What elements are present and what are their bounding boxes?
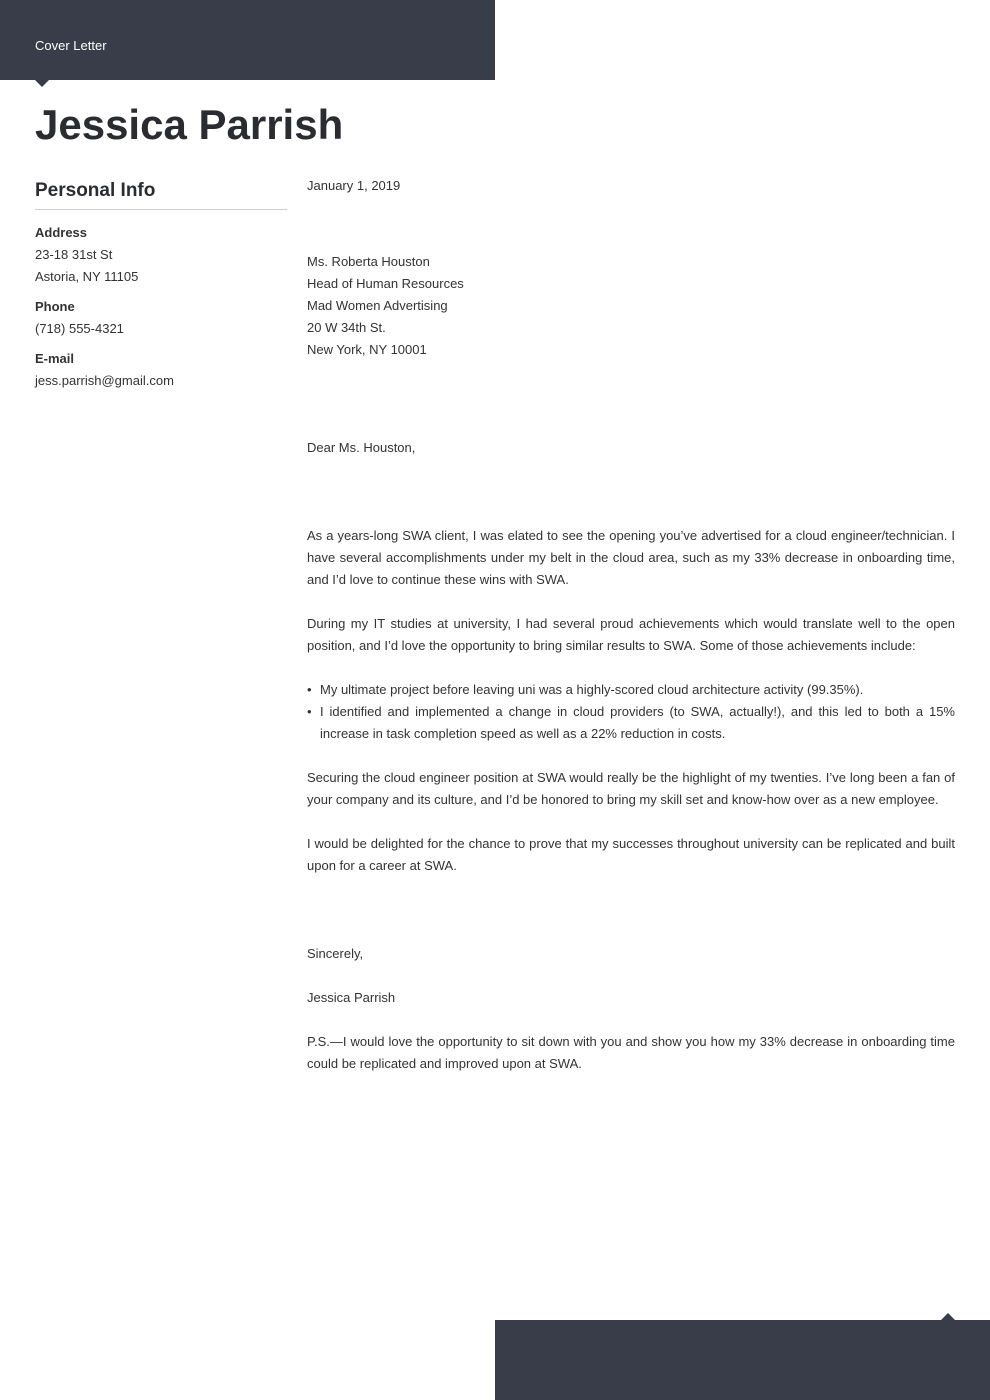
document-type-label: Cover Letter bbox=[35, 38, 107, 53]
paragraph-intro: As a years-long SWA client, I was elated to see the opening you’ve advertised for a cloud engineer/technician. I have several accomplishments under my belt in the cloud area, such as my 33% decrease in onboarding time, and I’d love to continue these wins with SWA. bbox=[307, 528, 955, 587]
recipient-city: New York, NY 10001 bbox=[307, 342, 427, 357]
achievement-list bbox=[307, 679, 955, 745]
postscript: P.S.—I would love the opportunity to sit down with you and show you how my 33% decrease in onboarding time could be replicated and improved upon at SWA. bbox=[307, 1034, 955, 1071]
recipient-street: 20 W 34th St. bbox=[307, 320, 386, 335]
salutation: Dear Ms. Houston, bbox=[307, 440, 416, 455]
recipient-company: Mad Women Advertising bbox=[307, 298, 448, 313]
paragraph-achievements: During my IT studies at university, I had several proud achievements which would translate well to the open position, and I’d love the opportunity to bring similar results to SWA. Some of those achievements include: bbox=[307, 616, 955, 653]
header-bar bbox=[0, 0, 495, 80]
recipient-name: Ms. Roberta Houston bbox=[307, 254, 430, 269]
personal-info-sidebar bbox=[35, 178, 287, 392]
email-value: jess.parrish@gmail.com bbox=[35, 373, 174, 388]
paragraph-motivation: Securing the cloud engineer position at SWA would really be the highlight of my twenties. I’ve long been a fan of your company and its culture, and I’d be honored to bring my skill set and know-how over as a new employee. bbox=[307, 770, 955, 807]
signature: Jessica Parrish bbox=[307, 990, 396, 1005]
list-item: • I identified and implemented a change in cloud providers (to SWA, actually!), and this led to both a 15% increase in task completion speed as well as a 22% reduction in costs. bbox=[307, 701, 955, 745]
header-notch-icon bbox=[35, 80, 49, 87]
phone-section bbox=[35, 296, 287, 340]
address-line-1: 23-18 31st St bbox=[35, 247, 113, 262]
email-label: E-mail bbox=[35, 351, 75, 366]
footer-notch-icon bbox=[941, 1313, 955, 1320]
address-section bbox=[35, 222, 287, 288]
phone-value: (718) 555-4321 bbox=[35, 321, 124, 336]
applicant-name: Jessica Parrish bbox=[35, 101, 344, 148]
closing: Sincerely, bbox=[307, 946, 364, 961]
email-section bbox=[35, 348, 287, 392]
letter-date: January 1, 2019 bbox=[307, 178, 401, 193]
footer-bar bbox=[495, 1320, 990, 1400]
list-item: • My ultimate project before leaving uni was a highly-scored cloud architecture activity (99.35%). bbox=[307, 679, 955, 701]
paragraph-conclusion: I would be delighted for the chance to prove that my successes throughout university can be replicated and built upon for a career at SWA. bbox=[307, 836, 955, 873]
recipient-block bbox=[307, 251, 955, 361]
phone-label: Phone bbox=[35, 299, 75, 314]
address-line-2: Astoria, NY 11105 bbox=[35, 269, 139, 284]
recipient-title: Head of Human Resources bbox=[307, 276, 464, 291]
letter-body bbox=[307, 175, 955, 1075]
sidebar-title: Personal Info bbox=[35, 178, 287, 210]
address-label: Address bbox=[35, 225, 88, 240]
